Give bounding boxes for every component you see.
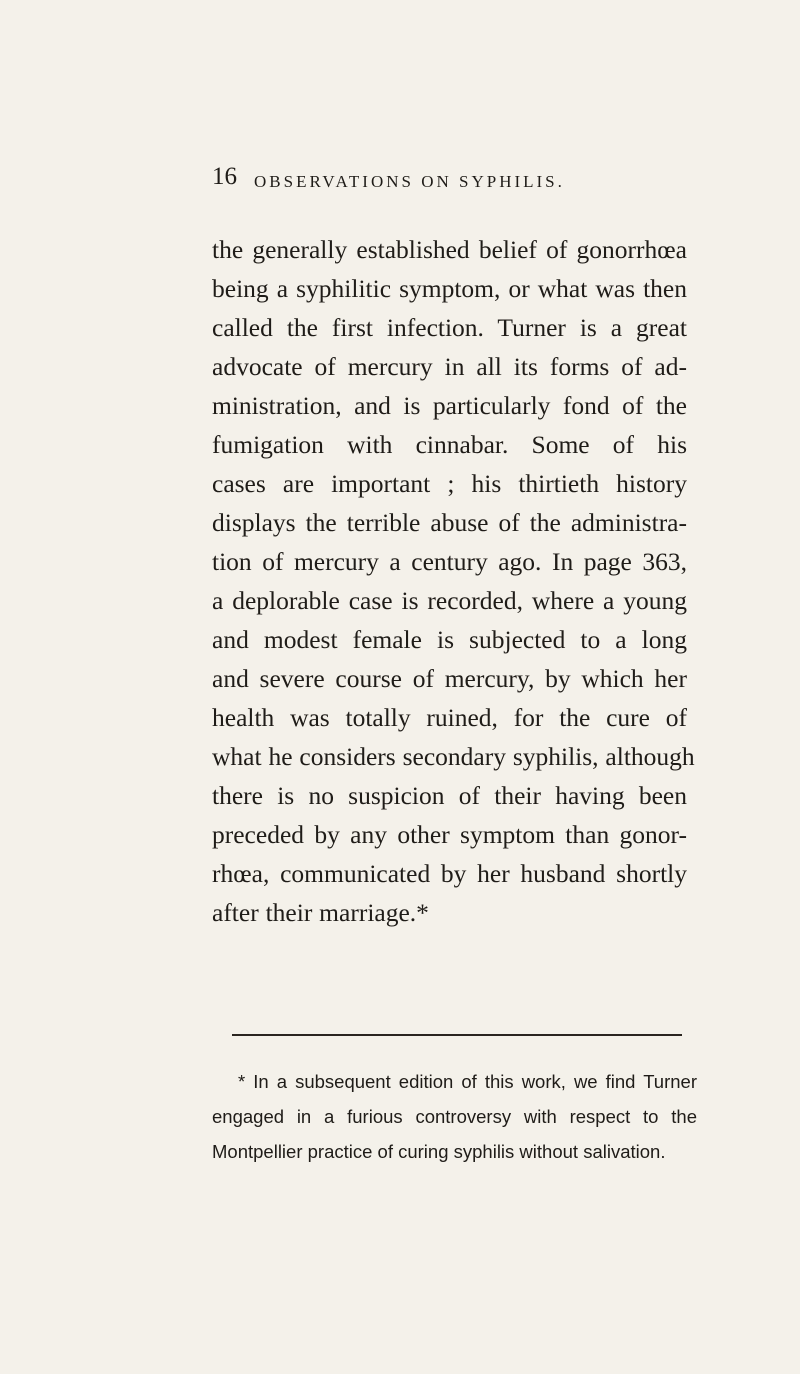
running-head-title: OBSERVATIONS ON SYPHILIS. <box>254 172 565 191</box>
body-line: and modest female is subjected to a long <box>212 625 687 654</box>
footnote-divider <box>232 1034 682 1036</box>
body-line: being a syphilitic symptom, or what was then <box>212 274 687 303</box>
body-line: fumigation with cinnabar. Some of his <box>212 430 687 459</box>
body-line: the generally established belief of gonorrhœa <box>212 235 687 264</box>
running-head <box>212 160 682 200</box>
body-line: preceded by any other symptom than gonor- <box>212 820 687 849</box>
body-line: cases are important ; his thirtieth history <box>212 469 687 498</box>
body-line: a deplorable case is recorded, where a young <box>212 586 687 615</box>
body-line: displays the terrible abuse of the administra- <box>212 508 687 537</box>
footnote-line: engaged in a furious controversy with respect to the <box>212 1106 697 1127</box>
body-paragraph <box>212 230 695 932</box>
body-line: ministration, and is particularly fond of the <box>212 391 687 420</box>
footnote-line: * In a subsequent edition of this work, we find Turner <box>238 1071 697 1092</box>
footnote-line: Montpellier practice of curing syphilis without salivation. <box>212 1141 666 1162</box>
body-line: after their marriage.* <box>212 898 429 927</box>
body-line: and severe course of mercury, by which her <box>212 664 687 693</box>
footnote <box>212 1064 697 1169</box>
body-line: what he considers secondary syphilis, although <box>212 742 695 771</box>
page-number: 16 <box>212 163 237 190</box>
body-line: called the first infection. Turner is a great <box>212 313 687 342</box>
body-line: health was totally ruined, for the cure of <box>212 703 687 732</box>
body-line: tion of mercury a century ago. In page 363, <box>212 547 687 576</box>
body-line: rhœa, communicated by her husband shortly <box>212 859 687 888</box>
body-line: advocate of mercury in all its forms of ad- <box>212 352 687 381</box>
body-line: there is no suspicion of their having been <box>212 781 687 810</box>
